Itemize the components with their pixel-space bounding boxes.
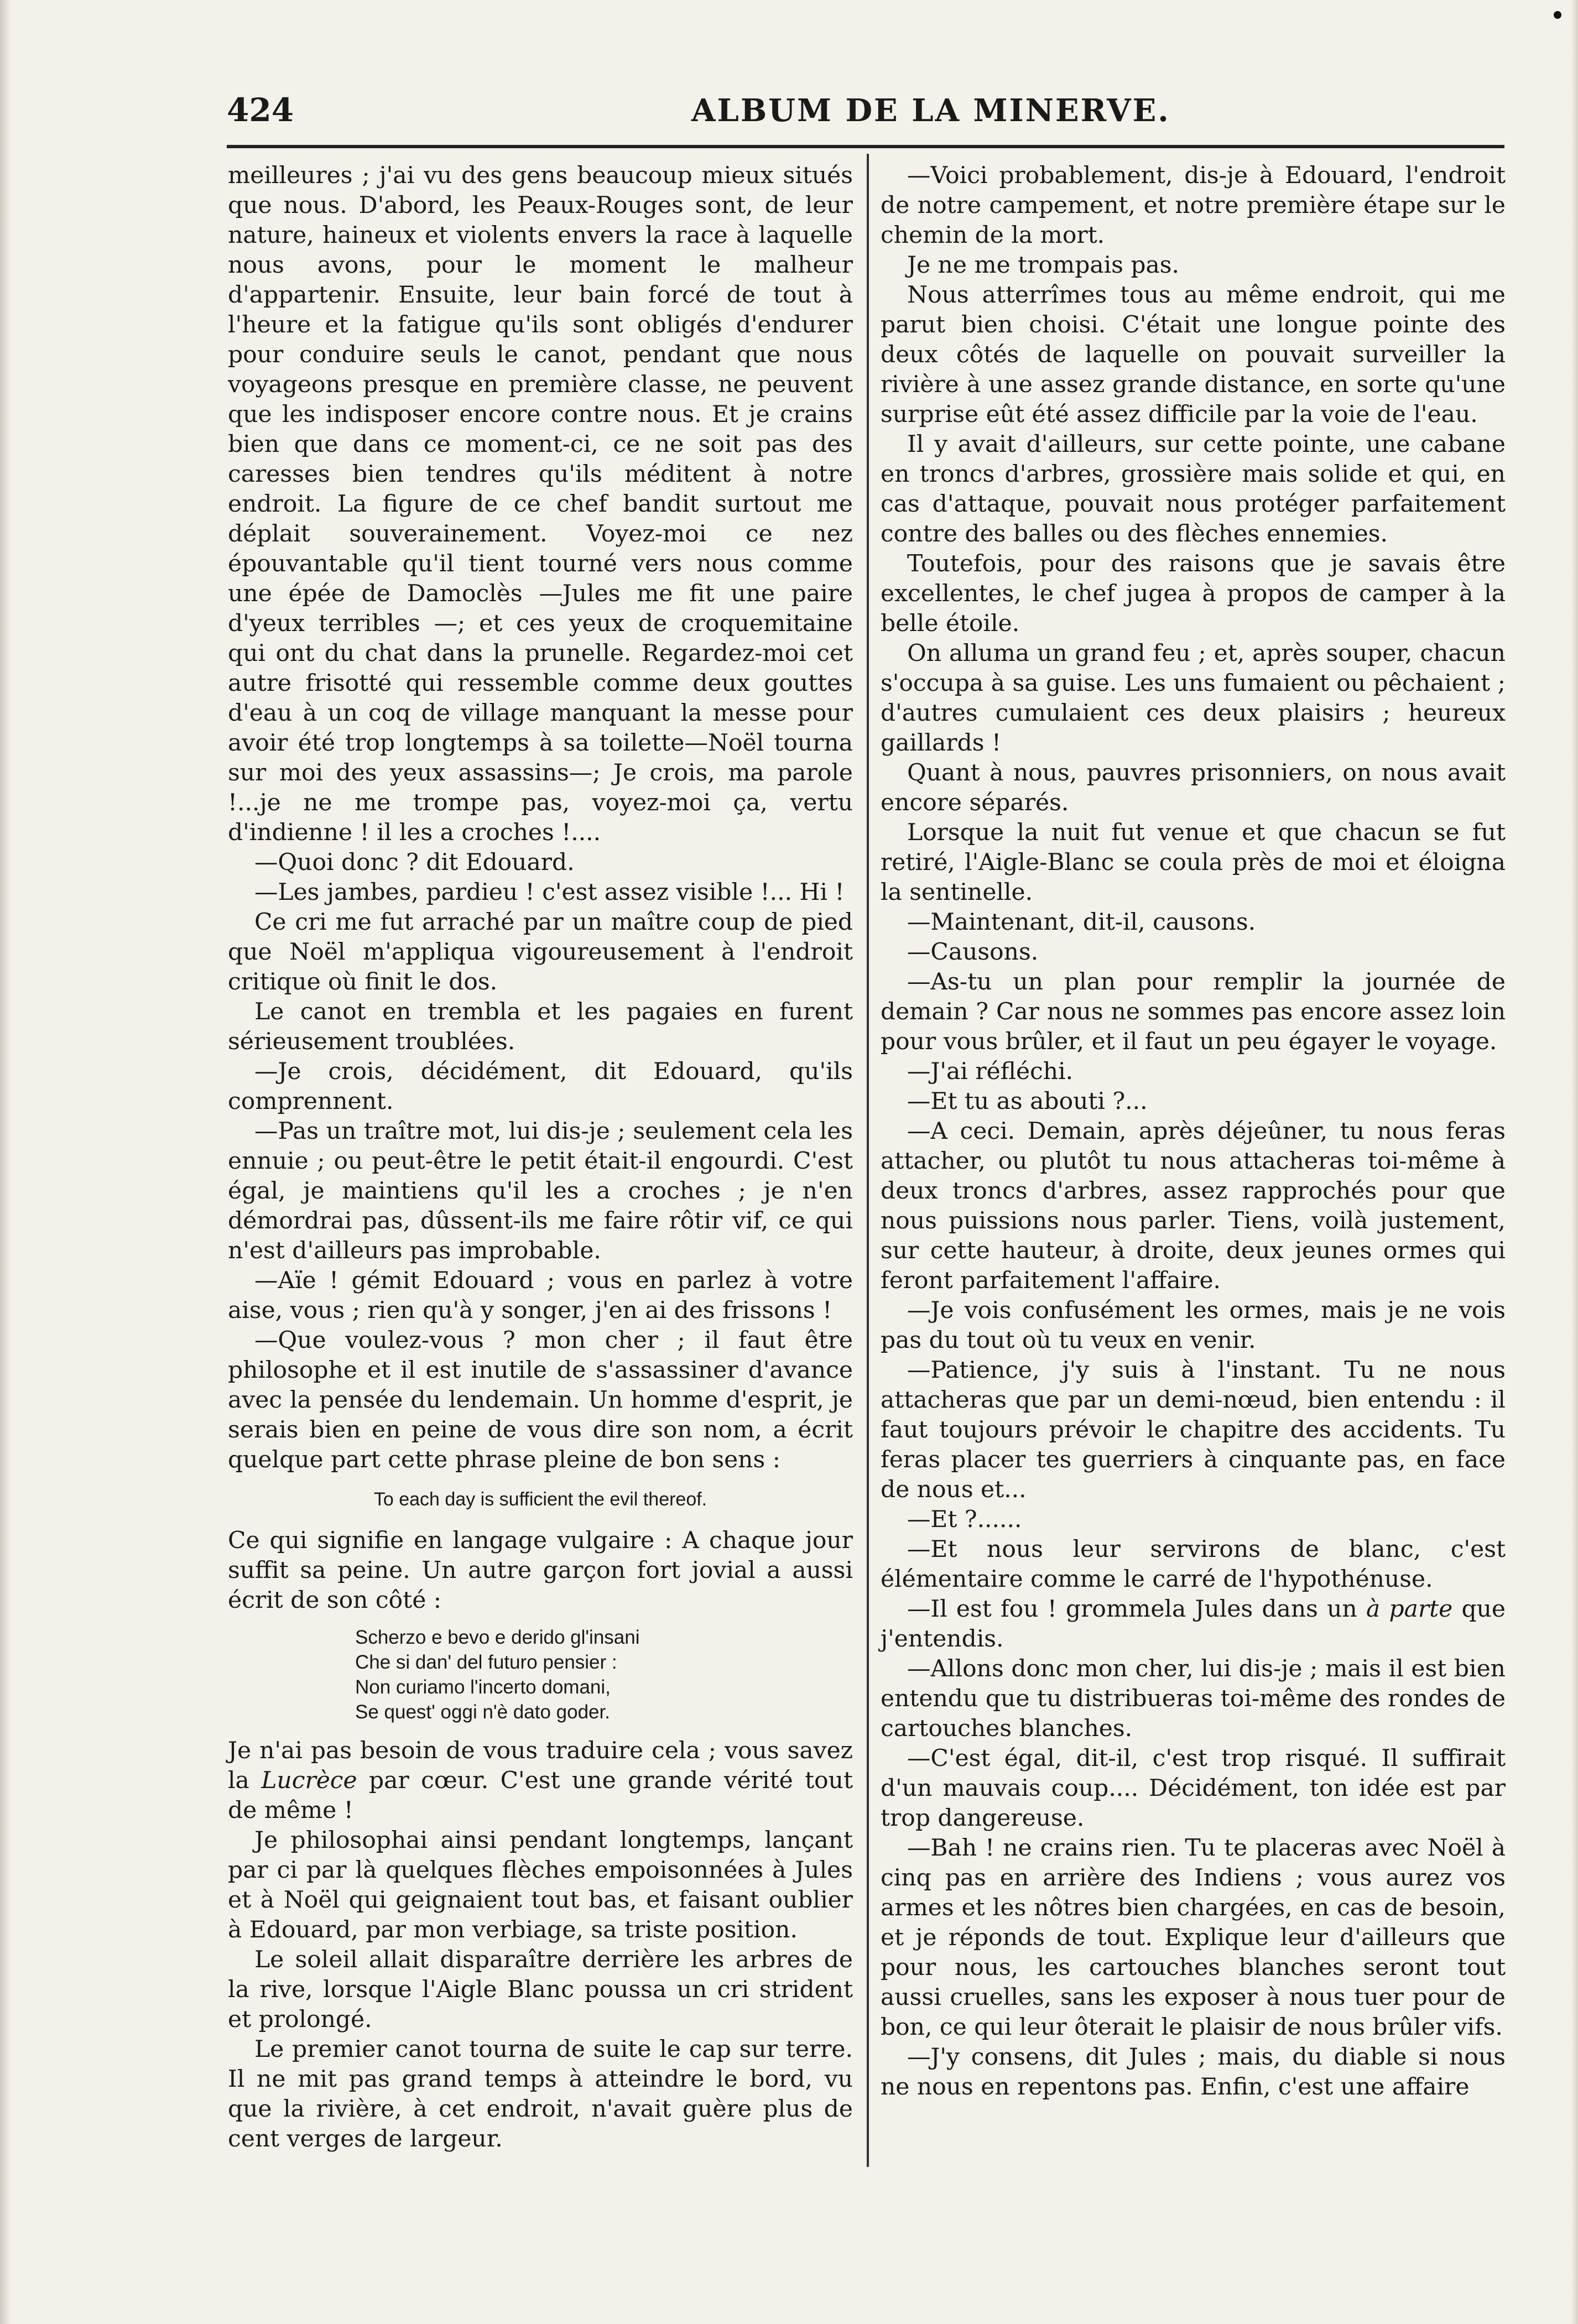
paragraph: —C'est égal, dit-il, c'est trop risqué. Il suffirait d'un mauvais coup.... Décidément, ton idée est par trop dangereuse. [881, 1744, 1506, 1831]
paragraph: —A ceci. Demain, après déjeûner, tu nous feras attacher, ou plutôt tu nous attacheras toi-même à deux troncs d'arbres, assez rapprochés pour que nous puissions nous parler. Tiens, voilà justement, sur cette hauteur, à droite, deux jeunes ormes qui feront parfaitement l'affaire. [881, 1117, 1506, 1294]
verse-line: Scherzo e bevo e derido gl'insani [355, 1627, 640, 1648]
paragraph: —Et ?...... [907, 1505, 1022, 1533]
paragraph: —Les jambes, pardieu ! c'est assez visible !... Hi ! [254, 878, 845, 905]
paragraph: —Allons donc mon cher, lui dis-je ; mais il est bien entendu que tu distribueras toi-même des rondes de cartouches blanches. [881, 1655, 1506, 1742]
left-column [228, 160, 853, 2154]
paragraph: On alluma un grand feu ; et, après souper, chacun s'occupa à sa guise. Les uns fumaient ou pêchaient ; d'autres cumulaient ces deux plaisirs ; heureux gaillards ! [881, 639, 1506, 756]
paragraph [881, 1594, 1506, 1654]
scan-edge-right [1571, 0, 1578, 2324]
paragraph: —Quoi donc ? dit Edouard. [254, 848, 575, 876]
italian-verse [228, 1625, 853, 1724]
paragraph: Toutefois, pour des raisons que je savais être excellentes, le chef jugea à propos de camper à la belle étoile. [881, 550, 1506, 637]
running-title: ALBUM DE LA MINERVE. [691, 92, 1170, 129]
scan-edge-left [0, 0, 11, 2324]
paragraph: Lorsque la nuit fut venue et que chacun se fut retiré, l'Aigle-Blanc se coula près de moi et éloigna la sentinelle. [881, 819, 1506, 905]
paragraph: —J'ai réfléchi. [907, 1057, 1074, 1085]
text-run: —Il est fou ! grommela Jules dans un [907, 1595, 1366, 1622]
paragraph: —Causons. [907, 938, 1039, 965]
italic-phrase: à parte [1366, 1595, 1453, 1622]
paragraph: Quant à nous, pauvres prisonniers, on nous avait encore séparés. [881, 759, 1506, 816]
paragraph: —Bah ! ne crains rien. Tu te placeras avec Noël à cinq pas en arrière des Indiens ; vous aurez vos armes et les nôtres bien chargées, en cas de besoin, et je réponds de tout. Explique leur d'ailleurs que pour nous, les cartouches blanches seront tout aussi cruelles, sans les exposer à nous tuer pour de bon, ce qui leur ôterait le plaisir de nous brûler vifs. [881, 1834, 1506, 2040]
paragraph: —Je vois confusément les ormes, mais je ne vois pas du tout où tu veux en venir. [881, 1296, 1506, 1353]
paragraph: Il y avait d'ailleurs, sur cette pointe, une cabane en troncs d'arbres, grossière mais solide et qui, en cas d'attaque, pouvait nous protéger parfaitement contre des balles ou des flèches ennemies. [881, 430, 1506, 547]
paragraph: Je philosophai ainsi pendant longtemps, lançant par ci par là quelques flèches empoisonnées à Jules et à Noël qui geignaient tout bas, et faisant oublier à Edouard, par mon verbiage, sa triste position. [228, 1826, 853, 1943]
right-column [881, 160, 1506, 2102]
text-run: que j'entendis. [881, 1595, 1506, 1652]
paragraph: —Voici probablement, dis-je à Edouard, l'endroit de notre campement, et notre première étape sur le chemin de la mort. [881, 161, 1506, 248]
paragraph: Le premier canot tourna de suite le cap sur terre. Il ne mit pas grand temps à atteindre le bord, vu que la rivière, à cet endroit, n'avait guère plus de cent verges de largeur. [228, 2035, 853, 2152]
paragraph: Ce cri me fut arraché par un maître coup de pied que Noël m'appliqua vigoureusement à l'endroit critique où finit le dos. [228, 908, 853, 995]
paragraph: —Et nous leur servirons de blanc, c'est élémentaire comme le carré de l'hypothénuse. [881, 1535, 1506, 1592]
verse-line: Che si dan' del futuro pensier : [355, 1651, 617, 1673]
paragraph: —Patience, j'y suis à l'instant. Tu ne nous attacheras que par un demi-nœud, bien entendu : il faut toujours prévoir le chapitre des accidents. Tu feras placer tes guerriers à cinquante pas, en face de nous et... [881, 1356, 1506, 1503]
header-rule [227, 145, 1504, 148]
paragraph: —J'y consens, dit Jules ; mais, du diable si nous ne nous en repentons pas. Enfin, c'est une affaire [881, 2043, 1506, 2100]
paragraph: —As-tu un plan pour remplir la journée de demain ? Car nous ne sommes pas encore assez loin pour vous brûler, et il faut un peu égayer le voyage. [881, 968, 1506, 1055]
ink-dot [1554, 11, 1561, 19]
text-run: Je n'ai pas besoin de vous traduire cela ; vous savez la [228, 1737, 853, 1794]
column-divider [867, 154, 869, 2167]
paragraph: —Que voulez-vous ? mon cher ; il faut être philosophe et il est inutile de s'assassiner d'avance avec la pensée du lendemain. Un homme d'esprit, je serais bien en peine de vous dire son nom, a écrit quelque part cette phrase pleine de bon sens : [228, 1326, 853, 1473]
paragraph [228, 1736, 853, 1825]
page-number: 424 [227, 91, 294, 129]
paragraph: Le canot en trembla et les pagaies en furent sérieusement troublées. [228, 998, 853, 1055]
paragraph: —Et tu as abouti ?... [907, 1087, 1148, 1114]
paragraph: —Aïe ! gémit Edouard ; vous en parlez à votre aise, vous ; rien qu'à y songer, j'en ai des frissons ! [228, 1267, 853, 1323]
paragraph: —Pas un traître mot, lui dis-je ; seulement cela les ennuie ; ou peut-être le petit était-il engourdi. C'est égal, je maintiens qu'il les a croches ; je n'en démordrai pas, dûssent-ils me faire rôtir vif, ce qui n'est d'ailleurs pas improbable. [228, 1117, 853, 1264]
paragraph: Ce qui signifie en langage vulgaire : A chaque jour suffit sa peine. Un autre garçon fort jovial a aussi écrit de son côté : [228, 1526, 853, 1613]
text-run: par cœur. C'est une grande vérité tout de même ! [228, 1767, 853, 1823]
paragraph: meilleures ; j'ai vu des gens beaucoup mieux situés que nous. D'abord, les Peaux-Rouges sont, de leur nature, haineux et violents envers la race à laquelle nous avons, pour le moment le malheur d'appartenir. Ensuite, leur bain forcé de tout à l'heure et la fatigue qu'ils sont obligés d'endurer pour conduire seuls le canot, pendant que nous voyageons presque en première classe, ne peuvent que les indisposer encore contre nous. Et je crains bien que dans ce moment-ci, ce ne soit pas des caresses bien tendres qu'ils méditent à notre endroit. La figure de ce chef bandit surtout me déplait souverainement. Voyez-moi ce nez épouvantable qu'il tient tourné vers nous comme une épée de Damoclès —Jules me fit une paire d'yeux terribles —; et ces yeux de croquemitaine qui ont du chat dans la prunelle. Regardez-moi cet autre frisotté qui ressemble comme deux gouttes d'eau à un coq de village manquant la messe pour avoir été trop longtemps à sa toilette—Noël tourna sur moi des yeux assassins—; Je crois, ma parole !...je ne me trompe pas, voyez-moi ça, vertu d'indienne ! il les a croches !.... [228, 161, 853, 846]
paragraph: Nous atterrîmes tous au même endroit, qui me parut bien choisi. C'était une longue pointe des deux côtés de laquelle on pouvait surveiller la rivière à une assez grande distance, en sorte qu'une surprise eût été assez difficile par la voie de l'eau. [881, 281, 1506, 428]
verse-line: Non curiamo l'incerto domani, [355, 1676, 611, 1698]
verse-line: Se quest' oggi n'è dato goder. [355, 1701, 610, 1723]
paragraph: Je ne me trompais pas. [907, 251, 1180, 278]
paragraph: —Je crois, décidément, dit Edouard, qu'ils comprennent. [228, 1057, 853, 1114]
italic-title: Lucrèce [261, 1767, 357, 1794]
page-header [227, 86, 1515, 141]
paragraph: Le soleil allait disparaître derrière les arbres de la rive, lorsque l'Aigle Blanc poussa un cri strident et prolongé. [228, 1946, 853, 2033]
paragraph: —Maintenant, dit-il, causons. [907, 908, 1256, 935]
english-quote: To each day is sufficient the evil thereof. [373, 1489, 707, 1510]
